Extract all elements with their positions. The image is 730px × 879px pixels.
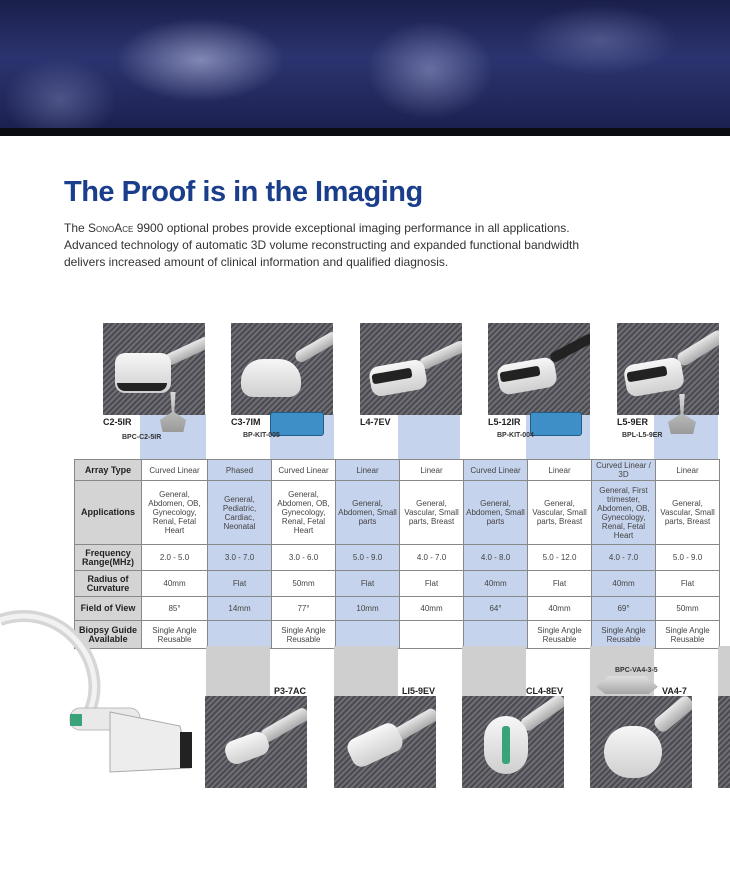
biopsy-bracket: [596, 676, 658, 694]
intro-rest: 9900 optional probes provide exceptional imaging performance in all applications. Advanced technology of automatic 3D volume reconstructing and expanded functional bandwidth delivers increased amount of clinical information and qualified diagnosis.: [64, 221, 579, 269]
table-cell: 40mm: [400, 597, 464, 621]
hero-divider: [0, 128, 730, 136]
table-cell: General, First trimester, Abdomen, OB, Gynecology, Renal, Fetal Heart: [592, 481, 656, 545]
table-cell: Single Angle Reusable: [272, 621, 336, 649]
table-cell: General, Vascular, Small parts, Breast: [400, 481, 464, 545]
probe-label: VA4-7: [662, 686, 687, 696]
table-cell: 50mm: [272, 571, 336, 597]
probe-label: C3-7IM: [231, 417, 261, 427]
table-row: [75, 545, 720, 571]
table-cell: 5.0 - 9.0: [336, 545, 400, 571]
table-cell: 3.0 - 7.0: [208, 545, 272, 571]
table-cell: 10mm: [336, 597, 400, 621]
row-header: Biopsy Guide Available: [75, 621, 142, 649]
hero-photo: [0, 0, 730, 128]
table-cell: [464, 621, 528, 649]
table-cell: General, Vascular, Small parts, Breast: [656, 481, 720, 545]
probe-label: L5-12IR: [488, 417, 521, 427]
table-cell: General, Abdomen, OB, Gynecology, Renal, Fetal Heart: [142, 481, 208, 545]
probe-label: L5-9ER: [617, 417, 649, 427]
biopsy-kit-case: [530, 412, 582, 436]
probe-photo: [103, 323, 205, 415]
table-cell: Flat: [208, 571, 272, 597]
table-row: [75, 460, 720, 481]
probe-photo: [617, 323, 719, 415]
column-shade: [718, 646, 730, 696]
table-cell: 4.0 - 8.0: [464, 545, 528, 571]
probe-photo: [718, 696, 730, 788]
probe-label: C2-5IR: [103, 417, 132, 427]
table-cell: General, Abdomen, OB, Gynecology, Renal, Fetal Heart: [272, 481, 336, 545]
page-title: The Proof is in the Imaging: [64, 176, 423, 208]
table-cell: 77°: [272, 597, 336, 621]
table-cell: Linear: [656, 460, 720, 481]
table-cell: 50mm: [656, 597, 720, 621]
table-cell: General, Vascular, Small parts, Breast: [528, 481, 592, 545]
probe-photo: [360, 323, 462, 415]
table-cell: Flat: [400, 571, 464, 597]
table-cell: Single Angle Reusable: [656, 621, 720, 649]
kit-label: BPC-VA4-3-5: [615, 667, 658, 674]
table-cell: 40mm: [528, 597, 592, 621]
table-cell: Curved Linear: [272, 460, 336, 481]
probe-photo: [231, 323, 333, 415]
row-header: Radius of Curvature: [75, 571, 142, 597]
column-shade: [334, 646, 398, 696]
probe-photo: [334, 696, 436, 788]
table-cell: 2.0 - 5.0: [142, 545, 208, 571]
table-cell: Linear: [528, 460, 592, 481]
table-cell: 40mm: [142, 571, 208, 597]
probe-photo: [590, 696, 692, 788]
table-cell: 69°: [592, 597, 656, 621]
table-cell: 40mm: [464, 571, 528, 597]
column-shade: [206, 646, 270, 696]
row-header: Applications: [75, 481, 142, 545]
kit-label: BPL-L5-9ER: [622, 432, 663, 439]
intro-paragraph: [64, 220, 584, 271]
table-cell: Phased: [208, 460, 272, 481]
intro-lead: The: [64, 221, 89, 235]
table-cell: Single Angle Reusable: [142, 621, 208, 649]
probe-photo: [462, 696, 564, 788]
table-cell: 14mm: [208, 597, 272, 621]
table-cell: 4.0 - 7.0: [400, 545, 464, 571]
table-cell: 4.0 - 7.0: [592, 545, 656, 571]
table-cell: General, Pediatric, Cardiac, Neonatal: [208, 481, 272, 545]
table-cell: Curved Linear / 3D: [592, 460, 656, 481]
table-cell: 5.0 - 12.0: [528, 545, 592, 571]
kit-label: BP-KIT-004: [497, 432, 534, 439]
column-shade: [398, 414, 460, 459]
row-header: Frequency Range(MHz): [75, 545, 142, 571]
probe-label: P3-7AC: [274, 686, 307, 696]
table-cell: [336, 621, 400, 649]
probe-photo: [205, 696, 307, 788]
table-cell: 64°: [464, 597, 528, 621]
column-shade: [462, 646, 526, 696]
table-cell: 40mm: [592, 571, 656, 597]
table-cell: Single Angle Reusable: [528, 621, 592, 649]
kit-label: BP-KIT-005: [243, 432, 280, 439]
probe-label: L4-7EV: [360, 417, 391, 427]
probe-label: CL4-8EV: [526, 686, 564, 696]
table-cell: Linear: [400, 460, 464, 481]
table-cell: Curved Linear: [142, 460, 208, 481]
table-cell: [208, 621, 272, 649]
table-cell: 3.0 - 6.0: [272, 545, 336, 571]
row-header: Array Type: [75, 460, 142, 481]
table-cell: 5.0 - 9.0: [656, 545, 720, 571]
table-cell: General, Abdomen, Small parts: [336, 481, 400, 545]
table-cell: Curved Linear: [464, 460, 528, 481]
kit-label: BPC-C2-5IR: [122, 434, 162, 441]
probe-label: LI5-9EV: [402, 686, 436, 696]
table-cell: General, Abdomen, Small parts: [464, 481, 528, 545]
large-probe-photo: [0, 600, 200, 830]
table-cell: Flat: [528, 571, 592, 597]
table-cell: Flat: [656, 571, 720, 597]
table-cell: Linear: [336, 460, 400, 481]
table-cell: [400, 621, 464, 649]
table-cell: Single Angle Reusable: [592, 621, 656, 649]
table-row: [75, 571, 720, 597]
row-header: Field of View: [75, 597, 142, 621]
table-cell: 85°: [142, 597, 208, 621]
table-row: [75, 481, 720, 545]
probe-photo: [488, 323, 590, 415]
intro-brand: SonoAce: [88, 221, 134, 235]
table-cell: Flat: [336, 571, 400, 597]
